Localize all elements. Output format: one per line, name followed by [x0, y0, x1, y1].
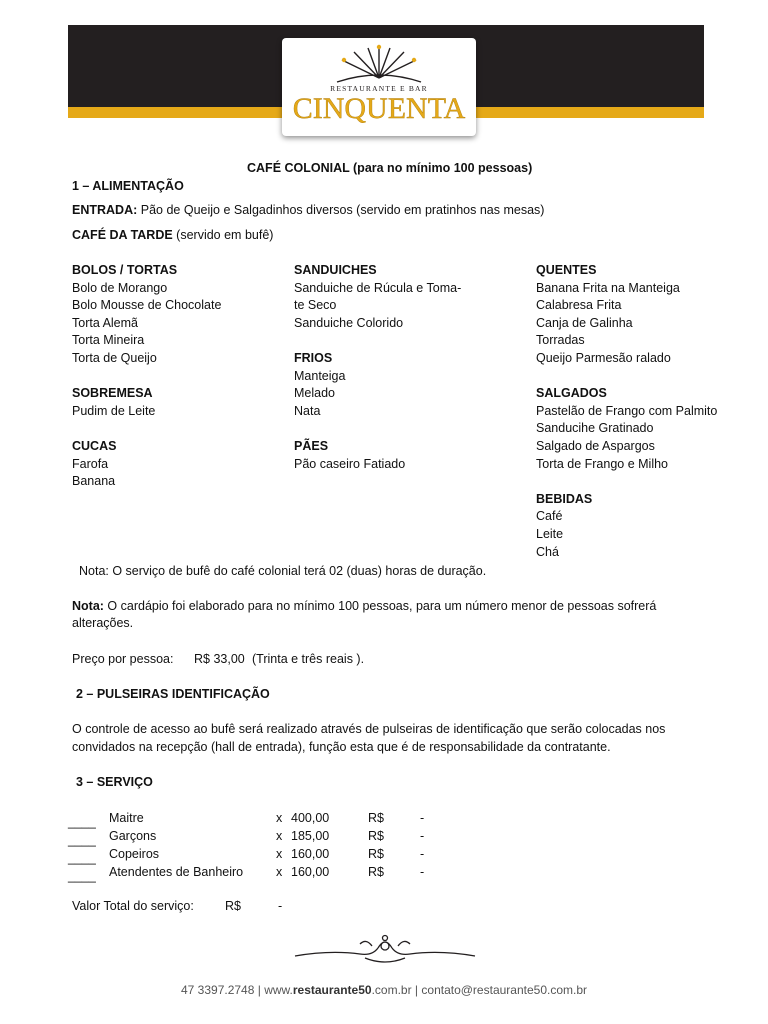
- table-row: [68, 864, 468, 882]
- service-total-line: [72, 898, 283, 916]
- menu-item: Leite: [536, 526, 564, 541]
- table-row: [68, 846, 468, 864]
- footer-website-name: restaurante50: [292, 983, 372, 997]
- service-total: -: [420, 865, 425, 879]
- service-total: -: [420, 847, 425, 861]
- section-2-heading: 2 – PULSEIRAS IDENTIFICAÇÃO: [76, 687, 270, 701]
- quantity-blank[interactable]: ____: [68, 851, 96, 865]
- service-multiplier: x: [276, 811, 283, 825]
- menu-item: Torta de Frango e Milho: [536, 456, 669, 471]
- sanduiches-heading: SANDUICHES: [294, 263, 377, 277]
- service-multiplier: x: [276, 829, 283, 843]
- frios-heading: FRIOS: [294, 350, 333, 365]
- note-menu-line-1: [72, 598, 656, 616]
- footer-separator: |: [254, 983, 265, 997]
- note-menu-line-2: alterações.: [72, 616, 134, 630]
- footer-email[interactable]: contato@restaurante50.com.br: [421, 983, 587, 997]
- service-price: 400,00: [291, 811, 330, 825]
- service-total: -: [420, 811, 425, 825]
- entrada-text: Pão de Queijo e Salgadinhos diversos (servido em pratinhos nas mesas): [137, 203, 545, 217]
- menu-item: Pudim de Leite: [72, 403, 156, 418]
- footer-contact: [0, 982, 768, 1000]
- price-label: Preço por pessoa:: [72, 652, 174, 666]
- menu-item: Nata: [294, 403, 321, 418]
- footer-phone: 47 3397.2748: [180, 983, 255, 997]
- menu-item: Bolo Mousse de Chocolate: [72, 298, 222, 313]
- menu-item: Pão caseiro Fatiado: [294, 456, 406, 471]
- menu-item: Torta Mineira: [72, 333, 145, 348]
- service-name: Atendentes de Banheiro: [109, 865, 244, 879]
- page-title: CAFÉ COLONIAL (para no mínimo 100 pessoas): [247, 161, 533, 175]
- cafe-da-tarde-label: CAFÉ DA TARDE: [72, 228, 173, 242]
- service-name: Garçons: [109, 829, 157, 843]
- menu-item: Salgado de Aspargos: [536, 438, 655, 453]
- quantity-blank[interactable]: ____: [68, 833, 96, 847]
- menu-column-3: [536, 262, 717, 561]
- service-price: 160,00: [291, 865, 330, 879]
- footer-separator: |: [411, 983, 422, 997]
- footer-website-suffix: .com.br: [371, 983, 412, 997]
- menu-item: Sanduiche Colorido: [294, 315, 404, 330]
- footer-website-prefix: www.: [264, 983, 293, 997]
- note-text: O cardápio foi elaborado para no mínimo 100 pessoas, para um número menor de pessoas sofrerá: [103, 599, 657, 613]
- service-table: [68, 810, 468, 882]
- menu-item: Melado: [294, 386, 335, 401]
- note-label: Nota:: [72, 599, 104, 613]
- paes-heading: PÃES: [294, 438, 329, 453]
- sobremesa-heading: SOBREMESA: [72, 386, 153, 401]
- logo-tagline: RESTAURANTE E BAR: [330, 84, 428, 93]
- menu-item: Calabresa Frita: [536, 298, 622, 313]
- menu-item: Manteiga: [294, 368, 346, 383]
- quantity-blank[interactable]: ____: [68, 815, 96, 829]
- price-value: R$ 33,00: [194, 652, 245, 666]
- menu-item: Banana Frita na Manteiga: [536, 280, 680, 295]
- menu-item: Banana: [72, 474, 116, 489]
- footer-ornament-icon: [290, 928, 480, 968]
- service-multiplier: x: [276, 865, 283, 879]
- menu-item: Sanduiche de Rúcula e Toma-: [294, 280, 462, 295]
- service-name: Maitre: [109, 811, 144, 825]
- logo-emblem-icon: [282, 38, 476, 136]
- price-words: (Trinta e três reais ).: [252, 652, 365, 666]
- menu-item: Torta Alemã: [72, 315, 139, 330]
- salgados-heading: SALGADOS: [536, 386, 607, 401]
- menu-item: Queijo Parmesão ralado: [536, 350, 671, 365]
- cucas-heading: CUCAS: [72, 438, 117, 453]
- quantity-blank[interactable]: ____: [68, 869, 96, 883]
- section-2-line-1: O controle de acesso ao bufê será realizado através de pulseiras de identificação que serão colocadas nos: [72, 722, 666, 736]
- table-row: [68, 810, 468, 828]
- entrada-label: ENTRADA:: [72, 203, 138, 217]
- section-2-line-2: convidados na recepção (hall de entrada), função esta que é de responsabilidade da contratante.: [72, 740, 611, 754]
- menu-item: Sanducihe Gratinado: [536, 421, 654, 436]
- cafe-da-tarde-text: (servido em bufê): [172, 228, 274, 242]
- menu-item: te Seco: [294, 298, 337, 313]
- footer-website[interactable]: [264, 983, 411, 997]
- menu-item: Bolo de Morango: [72, 280, 168, 295]
- menu-column-2: [294, 262, 461, 473]
- menu-column-1: [72, 262, 221, 491]
- menu-item: Farofa: [72, 456, 109, 471]
- service-currency: R$: [368, 865, 384, 879]
- menu-item: Café: [536, 509, 563, 524]
- logo: [282, 38, 476, 136]
- service-currency: R$: [368, 811, 384, 825]
- price-line: [72, 651, 365, 669]
- section-3-heading: 3 – SERVIÇO: [76, 775, 153, 789]
- menu-item: Torradas: [536, 333, 585, 348]
- service-total: -: [420, 829, 425, 843]
- quentes-heading: QUENTES: [536, 263, 597, 277]
- bolos-heading: BOLOS / TORTAS: [72, 263, 178, 277]
- menu-item: Torta de Queijo: [72, 350, 157, 365]
- service-price: 160,00: [291, 847, 330, 861]
- service-total-label: Valor Total do serviço:: [72, 899, 194, 913]
- table-row: [68, 828, 468, 846]
- entrada-line: [72, 202, 544, 220]
- menu-item: Pastelão de Frango com Palmito: [536, 403, 718, 418]
- section-1-heading: 1 – ALIMENTAÇÃO: [72, 179, 184, 193]
- bebidas-heading: BEBIDAS: [536, 491, 593, 506]
- service-multiplier: x: [276, 847, 283, 861]
- note-duration: Nota: O serviço de bufê do café colonial terá 02 (duas) horas de duração.: [79, 564, 487, 578]
- service-name: Copeiros: [109, 847, 160, 861]
- service-total-currency: R$: [225, 899, 241, 913]
- service-currency: R$: [368, 847, 384, 861]
- menu-item: Canja de Galinha: [536, 315, 633, 330]
- logo-name: CINQUENTA: [292, 92, 466, 125]
- service-total-value: -: [278, 899, 283, 913]
- service-price: 185,00: [291, 829, 330, 843]
- menu-item: Chá: [536, 544, 559, 559]
- service-currency: R$: [368, 829, 384, 843]
- cafe-da-tarde-line: [72, 227, 273, 245]
